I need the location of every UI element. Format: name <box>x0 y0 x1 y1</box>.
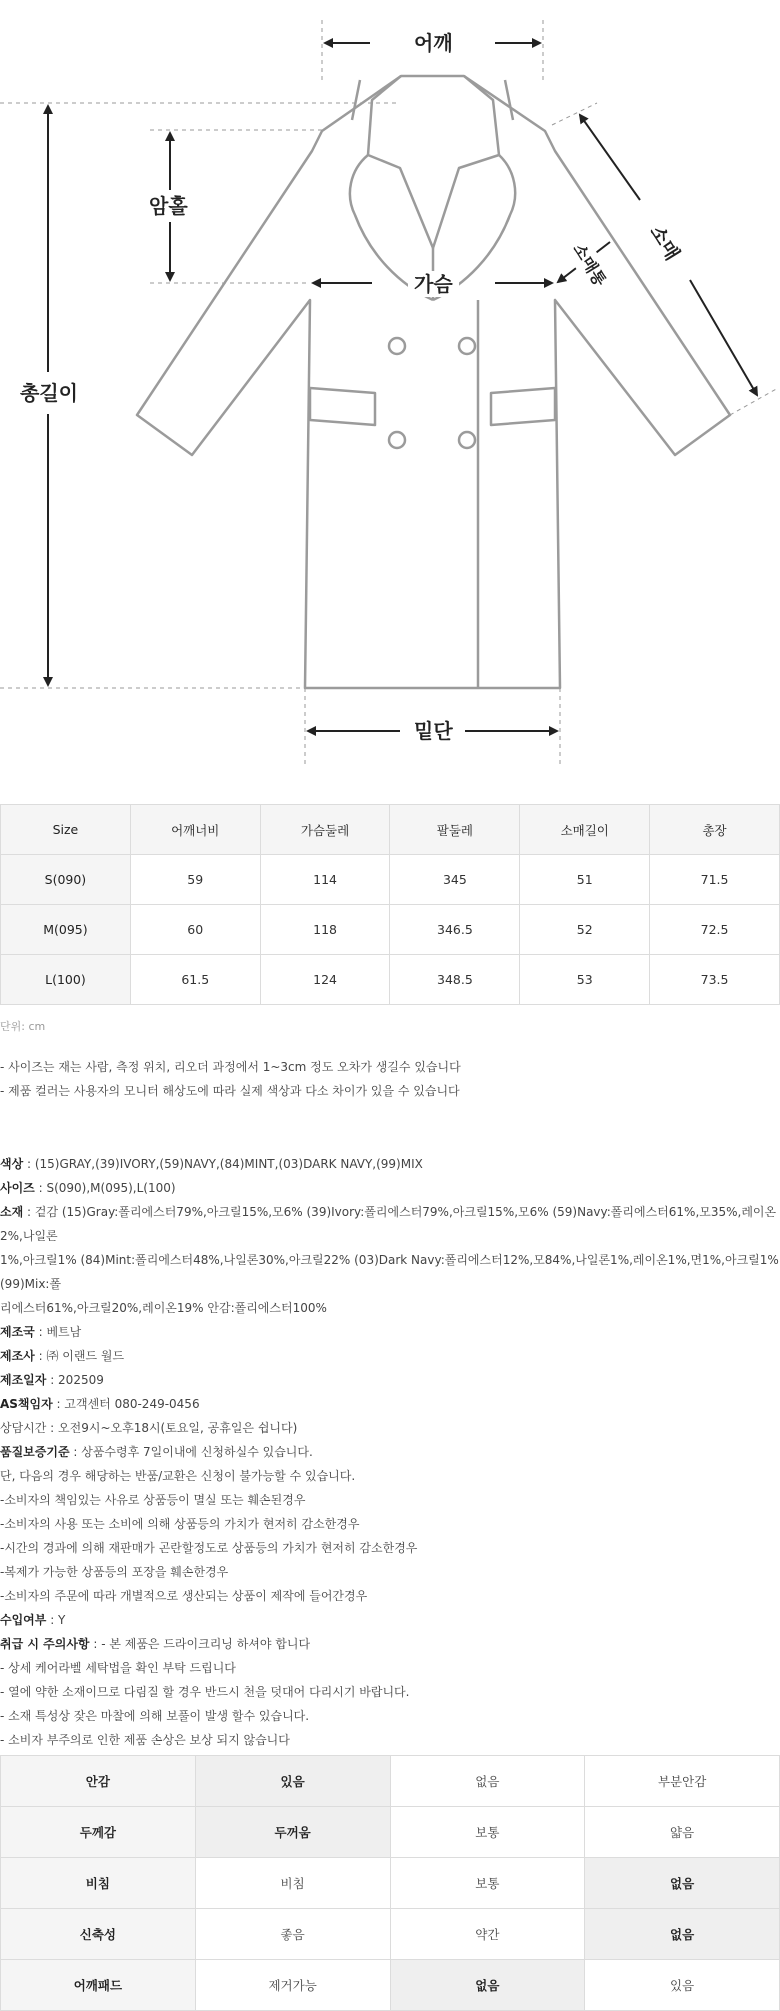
feature-option: 없음 <box>390 1756 585 1807</box>
info-value: : Y <box>46 1613 66 1627</box>
header-shoulder: 어깨너비 <box>130 805 260 855</box>
info-material <box>0 1200 780 1248</box>
warranty-line: -소비자의 책임있는 사유로 상품등이 멸실 또는 훼손된경우 <box>0 1493 306 1507</box>
size-label: M(095) <box>1 905 131 955</box>
care-line: - 소재 특성상 잦은 마찰에 의해 보풀이 발생 할수 있습니다. <box>0 1709 310 1723</box>
label-length: 총길이 <box>14 380 84 406</box>
feature-option: 좋음 <box>195 1909 390 1960</box>
label-chest: 가슴 <box>408 271 459 297</box>
table-cell: 59 <box>130 855 260 905</box>
note-line: - 사이즈는 재는 사람, 측정 위치, 리오더 과정에서 1~3cm 정도 오차가 생길수 있습니다 <box>0 1060 461 1074</box>
feature-row <box>1 1909 780 1960</box>
coat-illustration <box>0 0 780 770</box>
info-import <box>0 1608 780 1632</box>
feature-row <box>1 1756 780 1807</box>
info-key: 수입여부 <box>0 1613 47 1627</box>
feature-key: 두께감 <box>1 1807 196 1858</box>
feature-option-selected: 있음 <box>195 1756 390 1807</box>
label-shoulder: 어깨 <box>408 30 459 56</box>
unit-note: 단위: cm <box>0 1020 46 1033</box>
label-sleeve: 소매 <box>640 215 688 270</box>
info-key: 소재 <box>0 1205 24 1219</box>
info-care <box>0 1632 780 1656</box>
care-line: - 열에 약한 소재이므로 다림질 할 경우 반드시 천을 덧대어 다리시기 바랍니다. <box>0 1685 410 1699</box>
label-hem: 밑단 <box>408 718 459 744</box>
table-cell: 61.5 <box>130 955 260 1005</box>
warranty-line: -복제가 가능한 상품등의 포장을 훼손한경우 <box>0 1565 229 1579</box>
size-table <box>0 804 780 1005</box>
feature-key: 신축성 <box>1 1909 196 1960</box>
info-key: AS책임자 <box>0 1397 53 1411</box>
info-value: : 고객센터 080-249-0456 <box>52 1397 200 1411</box>
warranty-line: -소비자의 사용 또는 소비에 의해 상품등의 가치가 현저히 감소한경우 <box>0 1517 360 1531</box>
measurement-diagram <box>0 0 780 770</box>
info-value: : 베트남 <box>34 1325 82 1339</box>
table-row <box>1 955 780 1005</box>
size-label: L(100) <box>1 955 131 1005</box>
size-table-header <box>1 805 780 855</box>
header-chest: 가슴둘레 <box>260 805 390 855</box>
table-row <box>1 855 780 905</box>
feature-option-selected: 없음 <box>585 1858 780 1909</box>
table-cell: 51 <box>520 855 650 905</box>
table-cell: 124 <box>260 955 390 1005</box>
product-info <box>0 1152 780 1752</box>
feature-option: 부분안감 <box>585 1756 780 1807</box>
table-row <box>1 905 780 955</box>
info-value: : - 본 제품은 드라이크리닝 하셔야 합니다 <box>89 1637 311 1651</box>
info-material-cont: 1%,아크릴1% (84)Mint:폴리에스터48%,나일론30%,아크릴22% (03)Dark Navy:폴리에스터12%,모84%,나일론1%,레이온1%,면1%,아크릴1% (99)Mix:폴 <box>0 1253 779 1291</box>
label-sleeve-width: 소매통 <box>565 237 614 293</box>
feature-row <box>1 1858 780 1909</box>
info-date <box>0 1368 780 1392</box>
info-value: : 202509 <box>46 1373 104 1387</box>
table-cell: 118 <box>260 905 390 955</box>
feature-key: 비침 <box>1 1858 196 1909</box>
info-key: 제조사 <box>0 1349 35 1363</box>
info-value: : 겉감 (15)Gray:폴리에스터79%,아크릴15%,모6% (39)Ivory:폴리에스터79%,아크릴15%,모6% (59)Navy:폴리에스터61%,모35%,레이온2%,나일론 <box>0 1205 777 1243</box>
note-line: - 제품 컬러는 사용자의 모니터 해상도에 따라 실제 색상과 다소 차이가 있을 수 있습니다 <box>0 1084 460 1098</box>
info-material-cont: 리에스터61%,아크릴20%,레이온19% 안감:폴리에스터100% <box>0 1301 327 1315</box>
warranty-line: -시간의 경과에 의해 재판매가 곤란할정도로 상품등의 가치가 현저히 감소한경우 <box>0 1541 418 1555</box>
care-line: - 소비자 부주의로 인한 제품 손상은 보상 되지 않습니다 <box>0 1733 290 1747</box>
info-key: 색상 <box>0 1157 24 1171</box>
feature-option-selected: 없음 <box>390 1960 585 2011</box>
table-cell: 346.5 <box>390 905 520 955</box>
info-key: 품질보증기준 <box>0 1445 70 1459</box>
size-notes <box>0 1055 780 1103</box>
info-hours: 상담시간 : 오전9시~오후18시(토요일, 공휴일은 쉽니다) <box>0 1421 298 1435</box>
header-sleeve: 소매길이 <box>520 805 650 855</box>
table-cell: 348.5 <box>390 955 520 1005</box>
size-label: S(090) <box>1 855 131 905</box>
info-maker <box>0 1344 780 1368</box>
feature-key: 어깨패드 <box>1 1960 196 2011</box>
feature-table <box>0 1755 780 2011</box>
care-line: - 상세 케어라벨 세탁법을 확인 부탁 드립니다 <box>0 1661 236 1675</box>
table-cell: 73.5 <box>650 955 780 1005</box>
feature-option: 있음 <box>585 1960 780 2011</box>
table-cell: 114 <box>260 855 390 905</box>
table-cell: 71.5 <box>650 855 780 905</box>
table-cell: 52 <box>520 905 650 955</box>
info-key: 제조국 <box>0 1325 35 1339</box>
feature-option: 얇음 <box>585 1807 780 1858</box>
feature-option: 약간 <box>390 1909 585 1960</box>
info-color <box>0 1152 780 1176</box>
feature-option-selected: 두꺼움 <box>195 1807 390 1858</box>
header-arm: 팔둘레 <box>390 805 520 855</box>
info-key: 제조일자 <box>0 1373 47 1387</box>
table-cell: 53 <box>520 955 650 1005</box>
feature-option-selected: 없음 <box>585 1909 780 1960</box>
table-cell: 345 <box>390 855 520 905</box>
warranty-line: 단, 다음의 경우 해당하는 반품/교환은 신청이 불가능할 수 있습니다. <box>0 1469 356 1483</box>
info-key: 취급 시 주의사항 <box>0 1637 90 1651</box>
feature-option: 제거가능 <box>195 1960 390 2011</box>
info-origin <box>0 1320 780 1344</box>
feature-row <box>1 1807 780 1858</box>
table-cell: 72.5 <box>650 905 780 955</box>
header-size: Size <box>1 805 131 855</box>
info-value: : (15)GRAY,(39)IVORY,(59)NAVY,(84)MINT,(03)DARK NAVY,(99)MIX <box>23 1157 423 1171</box>
info-value: : ㈜ 이랜드 월드 <box>34 1349 125 1363</box>
info-value: : S(090),M(095),L(100) <box>34 1181 176 1195</box>
info-key: 사이즈 <box>0 1181 35 1195</box>
table-cell: 60 <box>130 905 260 955</box>
feature-option: 보통 <box>390 1807 585 1858</box>
info-warranty <box>0 1440 780 1464</box>
header-length: 총장 <box>650 805 780 855</box>
feature-option: 보통 <box>390 1858 585 1909</box>
feature-row <box>1 1960 780 2011</box>
info-size <box>0 1176 780 1200</box>
feature-key: 안감 <box>1 1756 196 1807</box>
label-armhole: 암홀 <box>143 193 194 219</box>
feature-option: 비침 <box>195 1858 390 1909</box>
info-as <box>0 1392 780 1416</box>
warranty-line: -소비자의 주문에 따라 개별적으로 생산되는 상품이 제작에 들어간경우 <box>0 1589 368 1603</box>
info-value: : 상품수령후 7일이내에 신청하실수 있습니다. <box>69 1445 313 1459</box>
